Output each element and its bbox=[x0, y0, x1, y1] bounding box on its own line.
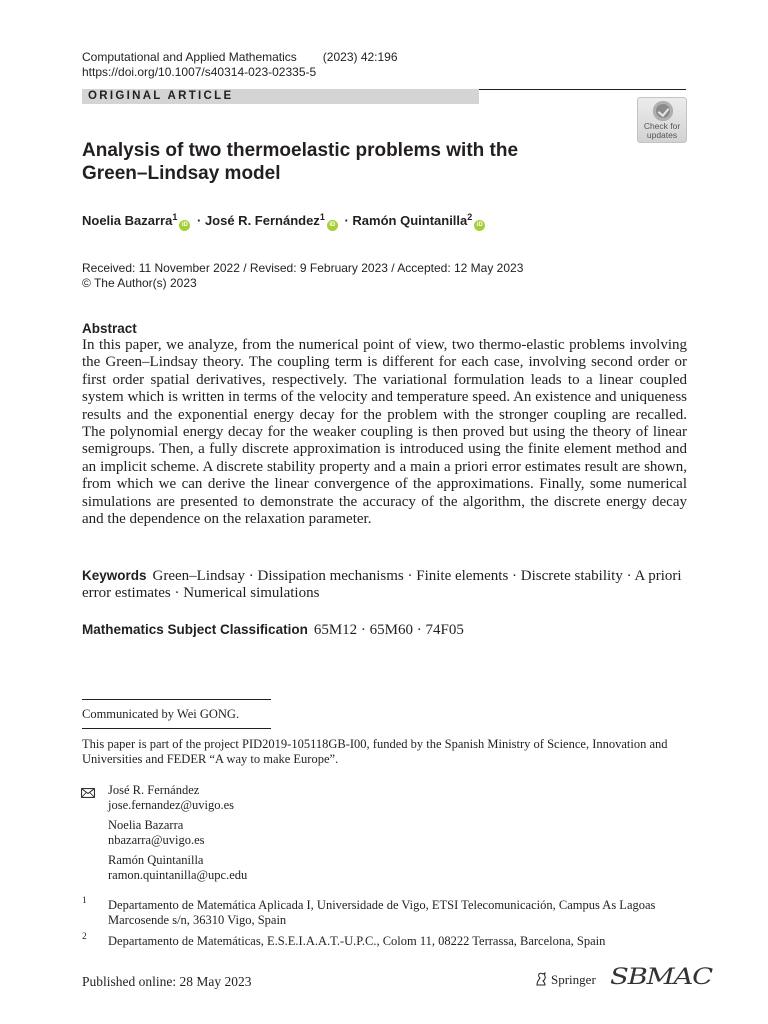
springer-logo bbox=[535, 972, 596, 988]
author-name[interactable]: Ramón Quintanilla bbox=[352, 213, 468, 228]
footnote-rule bbox=[82, 699, 271, 700]
check-for-updates-line2: updates bbox=[646, 130, 678, 140]
affiliation-text: Departamento de Matemáticas, E.S.E.I.A.A.T.-U.P.C., Colom 11, 08222 Terrassa, Barcelona, Spain bbox=[108, 934, 606, 948]
affiliation-number: 2 bbox=[82, 932, 87, 942]
affiliation-mark: 2 bbox=[467, 212, 473, 222]
received-revised-accepted: Received: 11 November 2022 / Revised: 9 February 2023 / Accepted: 12 May 2023 bbox=[82, 261, 524, 275]
copyright: © The Author(s) 2023 bbox=[82, 276, 197, 290]
abstract-text: In this paper, we analyze, from the numerical point of view, two thermo-elastic problems involving the Green–Lindsay theory. The coupling term is different for each case, involving second order or first order spatial derivatives, respectively. The variational formulation leads to a linear coupled system which is written in terms of the velocity and temperature speed. An existence and uniqueness results and the exponential energy decay for the problem with the stronger coupling are recalled. The polynomial energy decay for the weaker coupling is then proved but using the theory of linear semigroups. Then, a fully discrete approximation is introduced using the finite element method and an implicit scheme. A discrete stability property and a main a priori error estimates result are shown, from which we can derive the linear convergence of the approximations. Finally, some numerical simulations are presented to demonstrate the accuracy of the algorithm, the discrete energy decay and the dependence on the relaxation parameter. bbox=[82, 337, 687, 528]
affiliation-number: 1 bbox=[82, 896, 87, 906]
keywords-text: Green–Lindsay · Dissipation mechanisms · Finite elements · Discrete stability · A priori error estimates · Numerical simulations bbox=[82, 568, 682, 602]
envelope-icon bbox=[81, 788, 95, 798]
check-for-updates-line1: Check for bbox=[643, 121, 681, 131]
funding-note: This paper is part of the project PID2019-105118GB-I00, funded by the Spanish Ministry of Science, Innovation and Universities and FEDER “A way to make Europe”. bbox=[82, 737, 668, 766]
abstract-heading: Abstract bbox=[82, 321, 137, 336]
orcid-icon[interactable]: iD bbox=[474, 220, 485, 231]
journal-header bbox=[82, 50, 398, 80]
keywords-label: Keywords bbox=[82, 568, 147, 583]
contact-email[interactable]: jose.fernandez@uvigo.es bbox=[108, 798, 235, 812]
contact-list bbox=[108, 783, 247, 888]
header-rule bbox=[479, 89, 686, 90]
msc-classification bbox=[82, 621, 464, 639]
contact-email[interactable]: nbazarra@uvigo.es bbox=[108, 833, 205, 847]
orcid-icon[interactable]: iD bbox=[179, 220, 190, 231]
journal-volume: (2023) 42:196 bbox=[322, 50, 398, 64]
article-title: Analysis of two thermoelastic problems with the Green–Lindsay model bbox=[82, 140, 519, 184]
sbmac-logo: SBMAC bbox=[610, 965, 712, 990]
msc-codes: 65M12 · 65M60 · 74F05 bbox=[313, 622, 464, 638]
orcid-icon[interactable]: iD bbox=[327, 220, 338, 231]
communicated-by: Communicated by Wei GONG. bbox=[82, 707, 240, 721]
affiliation-mark: 1 bbox=[319, 212, 325, 222]
keywords bbox=[82, 567, 687, 603]
affiliation-mark: 1 bbox=[172, 212, 178, 222]
author-separator: · bbox=[196, 213, 202, 228]
author-name[interactable]: José R. Fernández bbox=[204, 213, 320, 228]
footnote-rule bbox=[82, 728, 271, 729]
author-name[interactable]: Noelia Bazarra bbox=[82, 213, 173, 228]
published-date: Published online: 28 May 2023 bbox=[82, 974, 252, 989]
contact-name: Noelia Bazarra bbox=[108, 818, 184, 832]
contact-entry bbox=[108, 783, 247, 813]
contact-name: Ramón Quintanilla bbox=[108, 853, 204, 867]
contact-entry bbox=[108, 818, 247, 848]
author-list bbox=[82, 209, 488, 231]
author-separator: · bbox=[344, 213, 349, 228]
doi-link[interactable]: https://doi.org/10.1007/s40314-023-02335-5 bbox=[82, 65, 317, 79]
springer-text: Springer bbox=[551, 972, 596, 987]
journal-name: Computational and Applied Mathematics bbox=[82, 50, 297, 64]
affiliation-text: Departamento de Matemática Aplicada I, Universidade de Vigo, ETSI Telecomunicación, Campus As Lagoas Marcosende s/n, 36310 Vigo, Spain bbox=[108, 898, 656, 927]
contact-email[interactable]: ramon.quintanilla@upc.edu bbox=[108, 868, 248, 882]
msc-label: Mathematics Subject Classification bbox=[82, 622, 308, 637]
check-for-updates-badge[interactable] bbox=[637, 97, 687, 143]
contact-name: José R. Fernández bbox=[108, 783, 200, 797]
article-history bbox=[82, 261, 523, 291]
contact-entry bbox=[108, 853, 247, 883]
article-type-banner: ORIGINAL ARTICLE bbox=[82, 89, 479, 104]
check-icon bbox=[653, 101, 673, 121]
springer-horse-icon bbox=[535, 972, 547, 986]
